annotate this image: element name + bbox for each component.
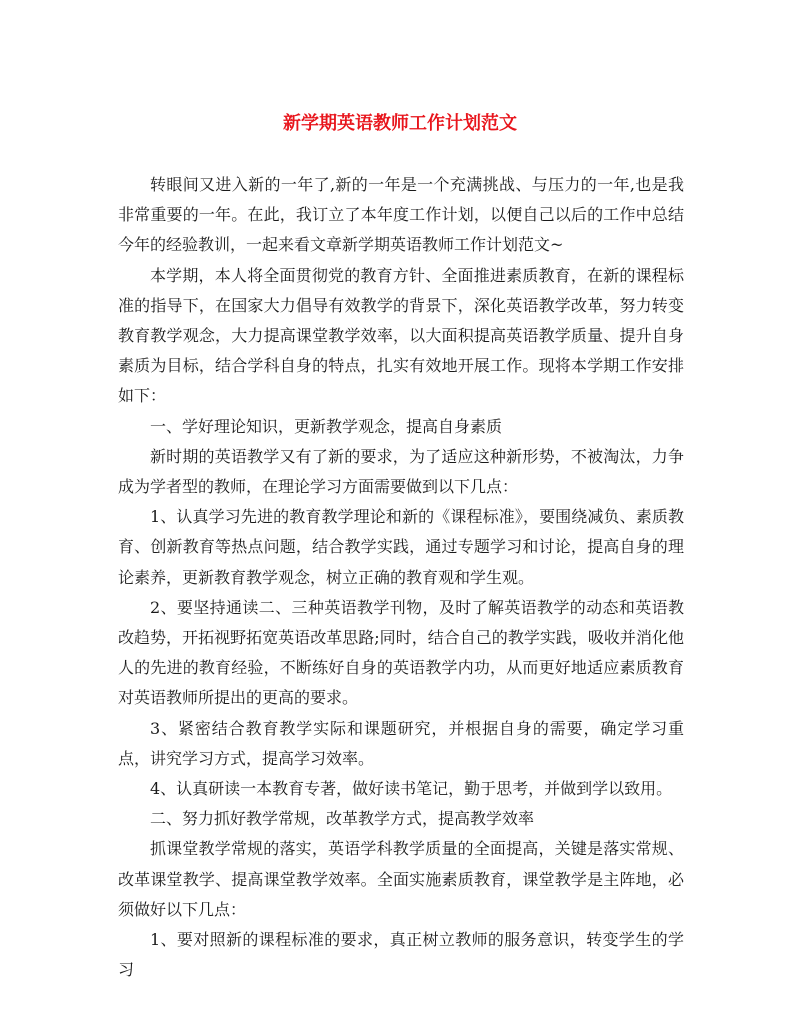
paragraph: 抓课堂教学常规的落实，英语学科教学质量的全面提高，关键是落实常规、改革课堂教学、提高课堂教学效率。全面实施素质教育，课堂教学是主阵地，必须做好以下几点： (118, 839, 684, 919)
section-heading-1: 一、学好理论知识，更新教学观念，提高自身素质 (150, 416, 503, 436)
list-item: 2、要坚持通读二、三种英语教学刊物，及时了解英语教学的动态和英语教改趋势，开拓视野拓宽英语改革思路;同时，结合自己的教学实践，吸收并消化他人的先进的教育经验，不断练好自身的英语教学内功，从而更好地适应素质教育对英语教师所提出的更高的要求。 (118, 597, 684, 708)
document-body (118, 170, 684, 985)
list-item: 4、认真研读一本教育专著，做好读书笔记，勤于思考，并做到学以致用。 (150, 779, 673, 799)
list-item: 3、紧密结合教育教学实际和课题研究，并根据自身的需要，确定学习重点，讲究学习方式，提高学习效率。 (118, 718, 684, 768)
list-item: 1、认真学习先进的教育教学理论和新的《课程标准》，要围绕减负、素质教育、创新教育等热点问题，结合教学实践，通过专题学习和讨论，提高自身的理论素养，更新教育教学观念，树立正确的教育观和学生观。 (118, 507, 684, 587)
list-item: 1、要对照新的课程标准的要求，真正树立教师的服务意识，转变学生的学习 (118, 930, 684, 980)
paragraph-overview: 本学期，本人将全面贯彻党的教育方针、全面推进素质教育，在新的课程标准的指导下，在国家大力倡导有效教学的背景下，深化英语教学改革，努力转变教育教学观念，大力提高课堂教学效率，以大面积提高英语教学质量、提升自身素质为目标，结合学科自身的特点，扎实有效地开展工作。现将本学期工作安排如下： (118, 265, 684, 406)
paragraph: 新时期的英语教学又有了新的要求，为了适应这种新形势，不被淘汰，力争成为学者型的教师，在理论学习方面需要做到以下几点： (118, 446, 684, 497)
document-title: 新学期英语教师工作计划范文 (283, 113, 517, 134)
paragraph-intro: 转眼间又进入新的一年了,新的一年是一个充满挑战、与压力的一年,也是我非常重要的一年。在此，我订立了本年度工作计划，以便自己以后的工作中总结今年的经验教训，一起来看文章新学期英语教师工作计划范文~ (118, 175, 684, 255)
section-heading-2: 二、努力抓好教学常规，改革教学方式，提高教学效率 (150, 809, 535, 829)
